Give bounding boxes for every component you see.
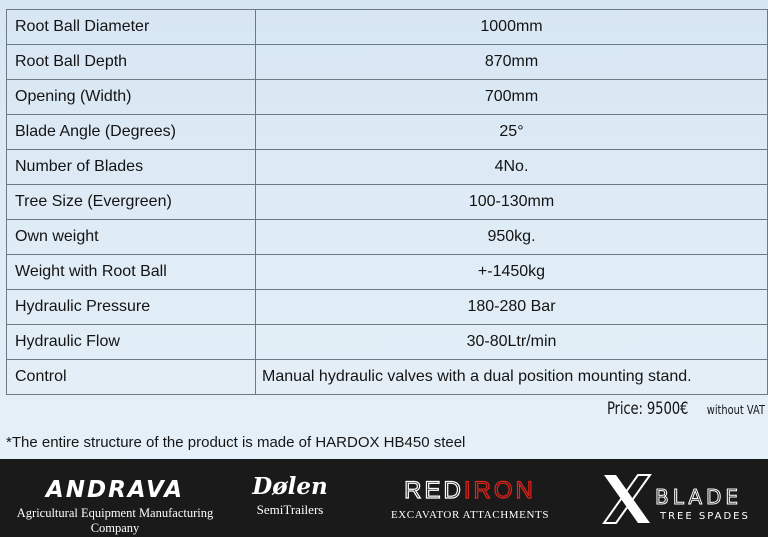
footnote: *The entire structure of the product is made of HARDOX HB450 steel [6, 434, 466, 451]
spec-label: Root Ball Depth [7, 45, 256, 80]
table-row [7, 185, 768, 220]
rediron-tagline: EXCAVATOR ATTACHMENTS [390, 509, 550, 521]
spec-label: Own weight [7, 220, 256, 255]
dolen-logo [240, 473, 340, 518]
andrava-tagline: Agricultural Equipment Manufacturing Company [16, 506, 214, 535]
spec-label: Number of Blades [7, 150, 256, 185]
table-row [7, 255, 768, 290]
table-row [7, 10, 768, 45]
table-row [7, 45, 768, 80]
dolen-tagline: SemiTrailers [256, 502, 324, 517]
table-row [7, 290, 768, 325]
spec-label: Control [7, 360, 256, 395]
spec-value: 1000mm [256, 10, 768, 45]
xblade-tagline: TREE SPADES [660, 511, 750, 522]
spec-label: Root Ball Diameter [7, 10, 256, 45]
andrava-logo [10, 477, 220, 536]
dolen-name: Dølen [252, 473, 328, 500]
table-row [7, 115, 768, 150]
table-row [7, 150, 768, 185]
xblade-logo [598, 469, 758, 529]
spec-label: Tree Size (Evergreen) [7, 185, 256, 220]
brand-bar [0, 459, 768, 537]
xblade-name: BLADE [655, 485, 743, 509]
andrava-name: ANDRAVA [45, 477, 185, 503]
xblade-x-icon [598, 469, 658, 529]
spec-value: 180-280 Bar [256, 290, 768, 325]
table-row [7, 325, 768, 360]
price-label: Price: 9500€ [606, 399, 689, 419]
table-row [7, 360, 768, 395]
rediron-name-part2: IRON [463, 477, 536, 504]
rediron-name [378, 477, 562, 505]
spec-value: Manual hydraulic valves with a dual position mounting stand. [256, 360, 768, 395]
spec-table [6, 9, 768, 395]
spec-value: 4No. [256, 150, 768, 185]
spec-value: 700mm [256, 80, 768, 115]
rediron-logo [378, 477, 562, 521]
spec-value: +-1450kg [256, 255, 768, 290]
table-row [7, 220, 768, 255]
price [584, 399, 765, 419]
rediron-name-part1: RED [404, 477, 464, 504]
spec-value: 25° [256, 115, 768, 150]
spec-value: 950kg. [256, 220, 768, 255]
price-note: without VAT [706, 403, 765, 417]
spec-label: Opening (Width) [7, 80, 256, 115]
spec-label: Hydraulic Flow [7, 325, 256, 360]
spec-label: Blade Angle (Degrees) [7, 115, 256, 150]
spec-value: 100-130mm [256, 185, 768, 220]
spec-value: 870mm [256, 45, 768, 80]
spec-label: Weight with Root Ball [7, 255, 256, 290]
spec-label: Hydraulic Pressure [7, 290, 256, 325]
spec-value: 30-80Ltr/min [256, 325, 768, 360]
table-row [7, 80, 768, 115]
